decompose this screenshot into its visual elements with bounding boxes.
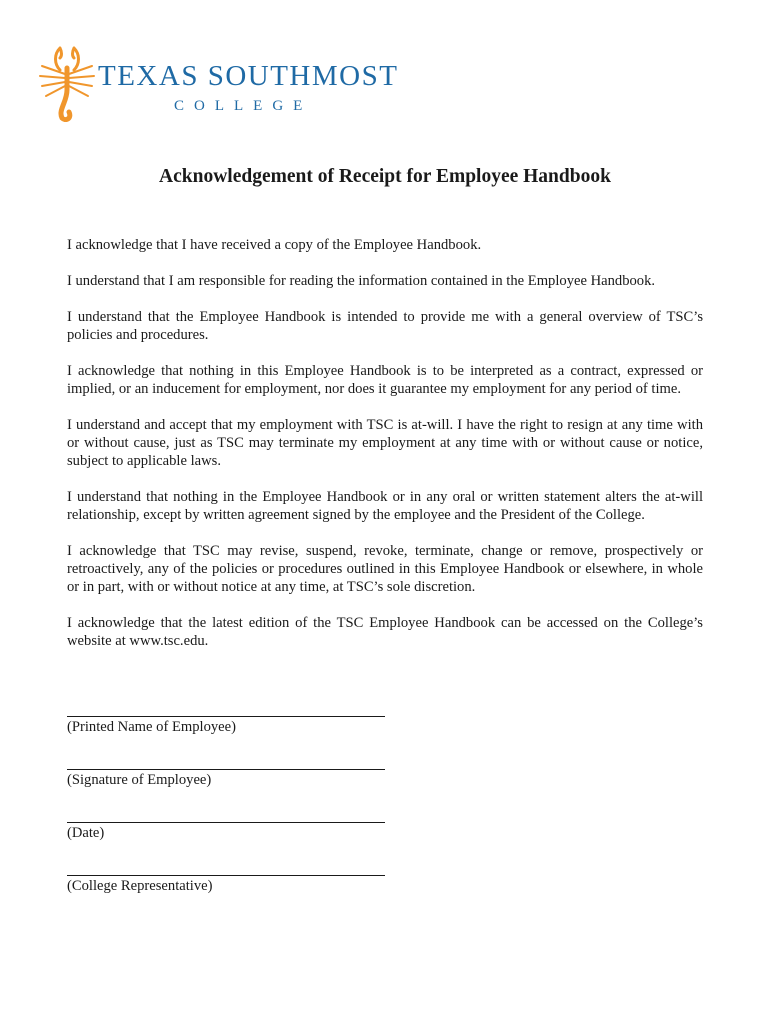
paragraph: I understand that I am responsible for reading the information contained in the Employee Handbook. xyxy=(67,273,656,289)
printed-name-label: (Printed Name of Employee) xyxy=(67,719,236,735)
paragraph: I acknowledge that I have received a copy of the Employee Handbook. xyxy=(67,237,482,253)
signature-field-signature xyxy=(67,759,387,812)
printed-name-line[interactable] xyxy=(67,706,385,717)
scorpion-icon xyxy=(36,40,98,122)
signature-block xyxy=(67,706,387,918)
paragraph: I understand and accept that my employment with TSC is at-will. I have the right to resign at any time with or without cause, just as TSC may terminate my employment at any time with or without cause or notice, subject to applicable laws. xyxy=(67,417,703,469)
logo-subtitle: COLLEGE xyxy=(174,98,313,114)
paragraph: I acknowledge that TSC may revise, suspend, revoke, terminate, change or remove, prospectively or retroactively, any of the policies or procedures outlined in this Employee Handbook or elsewhere, in whole or in part, with or without notice at any time, at TSC’s sole discretion. xyxy=(67,543,703,595)
paragraph: I acknowledge that nothing in this Employee Handbook is to be interpreted as a contract, expressed or implied, or an inducement for employment, nor does it guarantee my employment for any period of time. xyxy=(67,363,703,397)
date-label: (Date) xyxy=(67,825,105,841)
signature-field-printed-name xyxy=(67,706,387,759)
signature-line[interactable] xyxy=(67,759,385,770)
paragraph: I understand that the Employee Handbook is intended to provide me with a general overview of TSC’s policies and procedures. xyxy=(67,309,703,343)
page-title: Acknowledgement of Receipt for Employee Handbook xyxy=(159,166,611,187)
acknowledgement-body xyxy=(67,236,703,668)
date-line[interactable] xyxy=(67,812,385,823)
college-logo xyxy=(36,40,399,125)
signature-label: (Signature of Employee) xyxy=(67,772,212,788)
signature-field-date xyxy=(67,812,387,865)
paragraph: I acknowledge that the latest edition of the TSC Employee Handbook can be accessed on the College’s website at www.tsc.edu. xyxy=(67,615,703,649)
signature-field-college-representative xyxy=(67,865,387,918)
paragraph: I understand that nothing in the Employee Handbook or in any oral or written statement alters the at-will relationship, except by written agreement signed by the employee and the President of the College. xyxy=(67,489,703,523)
college-representative-label: (College Representative) xyxy=(67,878,213,894)
logo-name: TEXAS SOUTHMOST xyxy=(98,60,399,92)
college-representative-line[interactable] xyxy=(67,865,385,876)
